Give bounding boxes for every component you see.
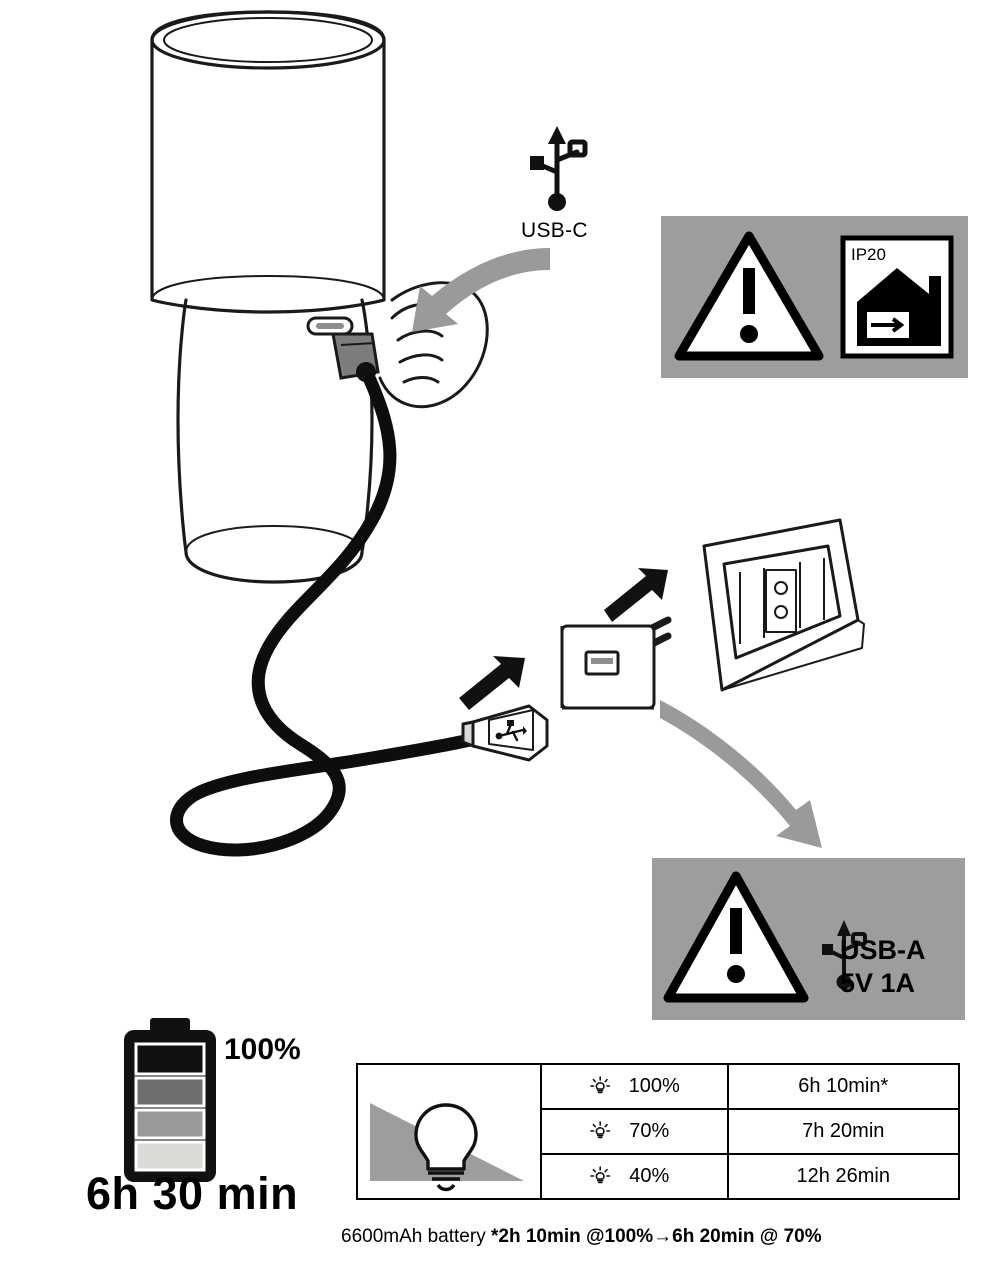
duration-cell: 7h 20min: [728, 1109, 959, 1154]
usbc-insert-arrow-icon: [360, 230, 560, 340]
warning-triangle-icon: [668, 876, 804, 998]
brightness-cell: [541, 1154, 728, 1199]
svg-text:IP20: IP20: [851, 245, 886, 264]
usb-a-power-label: 5V 1A: [840, 968, 916, 998]
runtime-table: [356, 1063, 960, 1200]
duration-cell: 6h 10min*: [728, 1064, 959, 1109]
brightness-value: 100%: [628, 1075, 680, 1097]
usb-a-label: USB-A: [840, 935, 926, 965]
charge-note-1: *2h 10min @100%: [490, 1226, 654, 1247]
battery-icon: [118, 1018, 222, 1186]
usb-c-label: USB-C: [521, 219, 588, 242]
plug-into-socket-arrow-icon: [602, 566, 672, 626]
brightness-value: 40%: [629, 1165, 670, 1187]
adapter-warning-arrow-icon: [650, 690, 840, 870]
brightness-ramp-bulb-icon: [357, 1064, 541, 1199]
ip20-house-icon: [843, 238, 951, 356]
warning-box-indoor: [661, 216, 968, 378]
brightness-cell: [541, 1109, 728, 1154]
battery-percent-label: 100%: [224, 1033, 301, 1066]
usb-c-symbol-icon: [516, 120, 596, 215]
warning-triangle-icon: [679, 236, 819, 356]
footnote: [341, 1226, 822, 1248]
charge-note-2: 6h 20min @ 70%: [672, 1226, 822, 1247]
brightness-icon: [589, 1165, 613, 1189]
battery-capacity-label: 6600mAh battery: [341, 1226, 486, 1247]
brightness-icon: [589, 1120, 613, 1144]
usb-a-plug-illustration: [455, 700, 565, 770]
usb-a-power-labels: [840, 934, 926, 1000]
battery-runtime-label: 6h 30 min: [86, 1168, 299, 1219]
charge-arrow-icon: →: [653, 1226, 673, 1247]
table-row: [357, 1064, 959, 1109]
brightness-cell: [541, 1064, 728, 1109]
brightness-icon: [589, 1075, 613, 1099]
warning-box-top-graphics: [661, 216, 968, 378]
wall-socket-illustration: [690, 508, 870, 708]
duration-cell: 12h 26min: [728, 1154, 959, 1199]
usb-c-port: [308, 318, 352, 334]
brightness-value: 70%: [629, 1120, 670, 1142]
